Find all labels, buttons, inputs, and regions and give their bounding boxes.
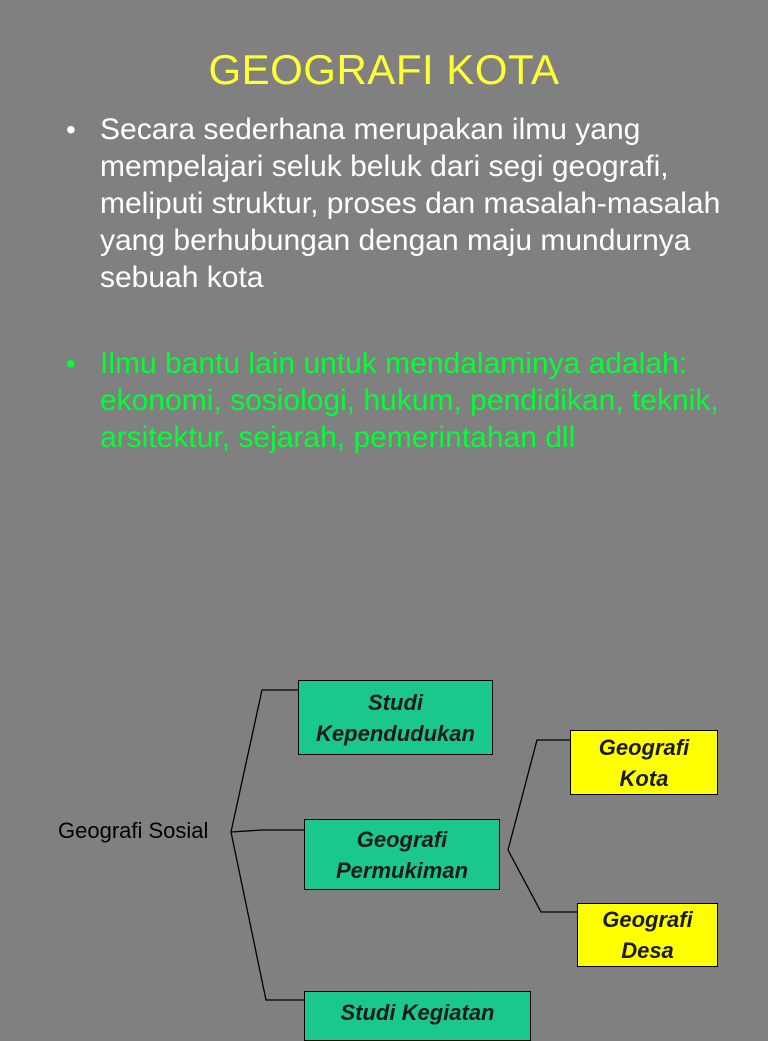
- bullet-text-definition: Secara sederhana merupakan ilmu yang mempelajari seluk beluk dari segi geografi, meliputi struktur, proses dan masalah-masalah yang berhubungan dengan maju mundurnya sebuah kota: [100, 113, 721, 294]
- connector-middle-up: [508, 740, 570, 850]
- connector-middle-down: [508, 850, 577, 912]
- box-label: Studi Kegiatan: [340, 1000, 495, 1025]
- bullet-text-auxiliary-sciences: Ilmu bantu lain untuk mendalaminya adalah: ekonomi, sosiologi, hukum, pendidikan, teknik, arsitektur, sejarah, pemerintahan dll: [100, 347, 719, 454]
- diagram-root-label: Geografi Sosial: [58, 818, 209, 843]
- box-studi-kegiatan: [304, 991, 531, 1041]
- box-label: Geografi Kota: [598, 734, 690, 791]
- slide-title: GEOGRAFI KOTA: [208, 46, 560, 93]
- box-label: Geografi Permukiman: [335, 826, 469, 883]
- connector-root-middle: [231, 830, 304, 832]
- connector-root-bottom: [231, 832, 304, 1000]
- bullet-dot: •: [66, 348, 76, 379]
- box-label: Studi Kependudukan: [316, 689, 475, 746]
- box-label: Geografi Desa: [602, 907, 693, 963]
- box-geografi-desa: [577, 903, 718, 967]
- box-geografi-kota: [570, 730, 718, 795]
- box-studi-kependudukan: [298, 680, 493, 755]
- connector-root-top: [231, 690, 298, 832]
- box-geografi-permukiman: [304, 819, 500, 890]
- bullet-dot: •: [66, 114, 76, 145]
